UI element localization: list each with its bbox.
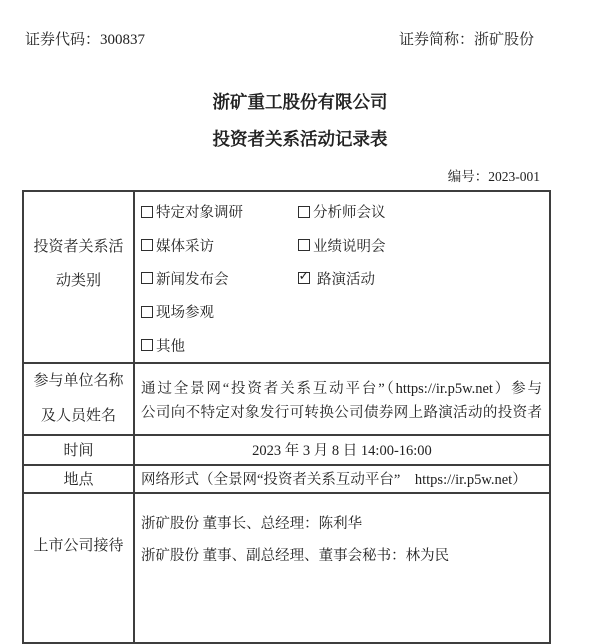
checkbox-unchecked-icon — [141, 239, 153, 251]
time-value: 2023 年 3 月 8 日 14:00-16:00 — [134, 435, 550, 465]
checkbox-unchecked-icon — [298, 206, 310, 218]
reception-row — [23, 493, 550, 643]
checkbox-option-earnings-briefing — [298, 235, 386, 256]
activity-label-line-1: 投资者关系活 — [33, 238, 124, 255]
participants-text-line-2: 公司向不特定对象发行可转换公司债券网上路演活动的投资者 — [141, 404, 542, 421]
time-label: 时间 — [23, 435, 134, 465]
document-title: 投资者关系活动记录表 — [212, 129, 388, 149]
reception-person-line-2: 浙矿股份 董事、副总经理、董事会秘书：林为民 — [141, 547, 450, 564]
activity-option-row — [141, 195, 549, 228]
location-value: 网络形式（全景网“投资者关系互动平台” https://ir.p5w.net） — [134, 465, 550, 493]
reception-label: 上市公司接待 — [23, 493, 134, 643]
activity-label-line-2: 动类别 — [55, 272, 101, 289]
checkbox-option-analyst-meeting — [298, 201, 386, 222]
security-header — [0, 0, 600, 50]
company-name-title: 浙矿重工股份有限公司 — [212, 92, 388, 112]
checkbox-option-other — [141, 335, 298, 356]
checkbox-option-roadshow — [298, 268, 375, 289]
checkbox-option-media-interview — [141, 235, 298, 256]
participants-label-cell — [23, 363, 134, 435]
stock-abbr-text: 证券简称：浙矿股份 — [398, 32, 534, 48]
participants-content-cell — [134, 363, 550, 435]
activity-option-row — [141, 295, 549, 328]
stock-code-text: 证券代码：300837 — [25, 32, 146, 48]
checkbox-unchecked-icon — [141, 272, 153, 284]
participants-text-line-1: 通过全景网“投资者关系互动平台”（https://ir.p5w.net）参与 — [141, 380, 542, 397]
activity-option-row — [141, 329, 549, 362]
doc-number: 编号：2023-001 — [447, 169, 540, 184]
checkbox-unchecked-icon — [141, 206, 153, 218]
option-label: 现场参观 — [156, 305, 214, 322]
option-label: 其他 — [156, 338, 185, 355]
activity-option-row — [141, 228, 549, 261]
checkbox-unchecked-icon — [141, 306, 153, 318]
checkbox-option-specific-object-survey — [141, 201, 298, 222]
checkbox-unchecked-icon — [141, 339, 153, 351]
option-label: 分析师会议 — [313, 205, 386, 222]
option-label: 媒体采访 — [156, 238, 214, 255]
reception-content-cell — [134, 493, 550, 643]
location-row — [23, 465, 550, 493]
activity-type-label-cell — [23, 191, 134, 363]
activity-option-row — [141, 262, 549, 295]
participants-label-line-1: 参与单位名称 — [33, 372, 124, 389]
participants-label-line-2: 及人员姓名 — [40, 407, 116, 424]
checkbox-unchecked-icon — [298, 239, 310, 251]
activity-options-cell — [134, 191, 550, 363]
checkbox-option-press-conference — [141, 268, 298, 289]
reception-person-line-1: 浙矿股份 董事长、总经理：陈利华 — [141, 515, 363, 532]
option-label: 新闻发布会 — [156, 271, 229, 288]
time-row — [23, 435, 550, 465]
checkbox-option-site-visit — [141, 301, 298, 322]
activity-type-row — [23, 191, 550, 363]
checkbox-checked-icon — [298, 269, 310, 285]
check-mark-icon: ✓ — [298, 269, 310, 285]
location-label: 地点 — [23, 465, 134, 493]
option-label: 业绩说明会 — [313, 238, 386, 255]
participants-row — [23, 363, 550, 435]
option-label: 路演活动 — [317, 271, 375, 288]
option-label: 特定对象调研 — [156, 205, 243, 222]
